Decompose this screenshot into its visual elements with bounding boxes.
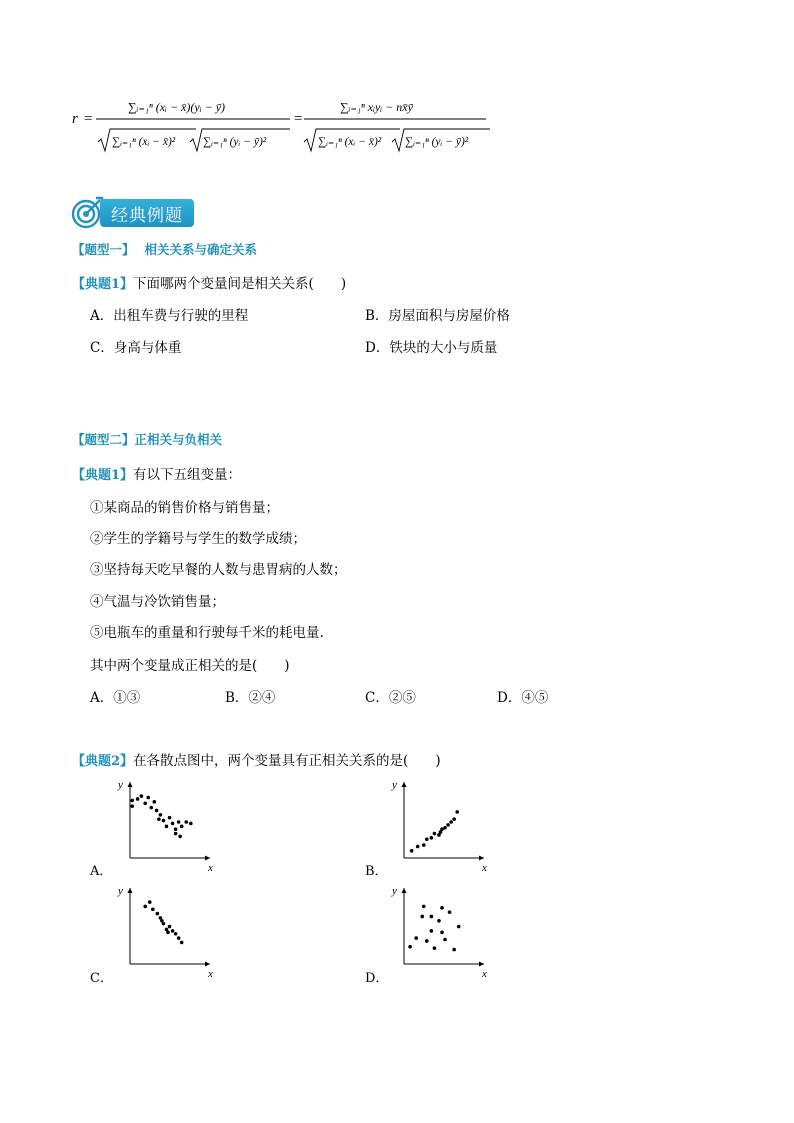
formula-denominator-2b: ∑ᵢ₌₁ⁿ (yᵢ − ȳ)² [405, 136, 469, 148]
scatter-point [174, 827, 178, 831]
scatter-point [168, 925, 172, 929]
scatter-point [171, 822, 175, 826]
scatter-point [136, 797, 140, 801]
type2-item-1: ①某商品的销售价格与销售量； [90, 500, 279, 516]
scatter-point [452, 948, 456, 952]
scatter-point [130, 799, 134, 803]
x-axis-label: x [482, 968, 487, 980]
scatter-point [184, 820, 188, 824]
scatter-point [160, 919, 164, 923]
plot-label-b[interactable]: B． [365, 864, 388, 879]
type1-header-tag: 【题型一】 [72, 242, 135, 257]
scatter-point [416, 845, 420, 849]
scatter-point [433, 946, 437, 950]
scatter-point [455, 810, 459, 814]
type2-q2-text: 在各散点图中，两个变量具有正相关关系的是( ) [133, 753, 441, 769]
scatter-point [425, 939, 429, 943]
scatter-point [440, 931, 444, 935]
scatter-point [430, 915, 434, 919]
scatter-point [430, 836, 434, 840]
scatter-point [174, 932, 178, 936]
formula-denominator-2a: ∑ᵢ₌₁ⁿ (xᵢ − x̄)² [318, 136, 382, 148]
y-axis-arrow [128, 888, 133, 893]
scatter-point [177, 936, 181, 940]
scatter-point [410, 849, 414, 853]
scatter-plot-a [112, 774, 222, 874]
y-axis-arrow [128, 782, 133, 787]
formula-denominator-1b: ∑ᵢ₌₁ⁿ (yᵢ − ȳ)² [203, 136, 267, 148]
scatter-point [443, 938, 447, 942]
type1-header-title: 相关关系与确定关系 [144, 242, 258, 257]
type2-q1-option-d[interactable]: D．④⑤ [497, 690, 549, 706]
type1-question-text: 下面哪两个变量间是相关关系( ) [133, 276, 347, 292]
type2-q1-option-b[interactable]: B．②④ [225, 690, 276, 706]
correlation-formula [72, 92, 502, 162]
scatter-point [422, 905, 426, 909]
scatter-point [130, 804, 134, 808]
formula-lhs: r [72, 111, 78, 127]
scatter-point [174, 832, 178, 836]
type1-question-tag: 【典题1】 [72, 277, 134, 292]
scatter-point [422, 843, 426, 847]
plot-label-a[interactable]: A． [90, 864, 113, 879]
type2-item-5: ⑤电瓶车的重量和行驶每千米的耗电量. [90, 625, 324, 641]
plot-label-c[interactable]: C． [90, 971, 113, 986]
type2-item-4: ④气温与冷饮销售量； [90, 594, 225, 610]
scatter-point [457, 925, 461, 929]
type1-option-c[interactable]: C．身高与体重 [90, 340, 182, 356]
scatter-point [178, 835, 182, 839]
formula-denominator-1a: ∑ᵢ₌₁ⁿ (xᵢ − x̄)² [112, 136, 176, 148]
scatter-point [180, 941, 184, 945]
scatter-point [153, 800, 157, 804]
formula-numerator-2: ∑ᵢ₌₁ⁿ xᵢyᵢ − nx̄ȳ [340, 100, 413, 114]
x-axis-arrow [205, 856, 210, 861]
type1-question [72, 272, 346, 292]
scatter-point [168, 816, 172, 820]
y-axis-label: y [392, 885, 397, 897]
scatter-point [140, 794, 144, 798]
type1-option-b[interactable]: B．房屋面积与房屋价格 [365, 308, 510, 324]
type2-item-3: ③坚持每天吃早餐的人数与患胃病的人数； [90, 562, 347, 578]
scatter-point [166, 931, 170, 935]
x-axis-arrow [479, 962, 484, 967]
y-axis-label: y [118, 885, 123, 897]
type1-option-d[interactable]: D．铁块的大小与质量 [365, 340, 498, 356]
scatter-point [446, 823, 450, 827]
scatter-point [162, 819, 166, 823]
x-axis-arrow [205, 962, 210, 967]
type2-q1-prompt: 其中两个变量成正相关的是( ) [90, 658, 290, 674]
y-axis-arrow [402, 782, 407, 787]
plot-label-d[interactable]: D． [365, 971, 389, 986]
scatter-point [448, 910, 452, 914]
scatter-point [149, 806, 153, 810]
scatter-point [443, 826, 447, 830]
type2-item-2: ②学生的学籍号与学生的数学成绩； [90, 531, 306, 547]
scatter-point [433, 832, 437, 836]
scatter-point [449, 820, 453, 824]
scatter-point [143, 801, 147, 805]
type2-header-tag: 【题型二】 [72, 432, 135, 447]
scatter-point [156, 912, 160, 916]
scatter-point [157, 817, 161, 821]
type2-q1 [72, 463, 241, 483]
scatter-plot-d [386, 880, 496, 980]
x-axis-label: x [208, 862, 213, 874]
section-badge: 经典例题 [100, 199, 194, 227]
scatter-point [430, 929, 434, 933]
scatter-point [439, 830, 443, 834]
scatter-point [414, 936, 418, 940]
type2-q1-option-a[interactable]: A．①③ [90, 690, 141, 706]
scatter-point [177, 820, 181, 824]
formula-equals-2: = [294, 111, 303, 127]
y-axis-arrow [402, 888, 407, 893]
scatter-point [189, 822, 193, 826]
scatter-point [165, 825, 169, 829]
type2-header-title: 正相关与负相关 [134, 432, 223, 447]
scatter-point [440, 906, 444, 910]
type2-q1-text: 有以下五组变量： [133, 467, 242, 483]
scatter-plot-b [386, 774, 496, 874]
scatter-point [171, 929, 175, 933]
scatter-point [146, 796, 150, 800]
type2-q1-tag: 【典题1】 [72, 468, 134, 483]
scatter-point [420, 915, 424, 919]
scatter-point [180, 825, 184, 829]
type1-header [72, 240, 257, 258]
scatter-point [148, 900, 152, 904]
scatter-point [151, 907, 155, 911]
scatter-point [159, 813, 163, 817]
scatter-point [155, 809, 159, 813]
scatter-point [452, 817, 456, 821]
formula-equals: = [84, 111, 93, 127]
type2-q2-tag: 【典题2】 [72, 754, 134, 769]
y-axis-label: y [392, 779, 397, 791]
type2-header [72, 430, 222, 448]
x-axis-arrow [479, 856, 484, 861]
scatter-point [408, 945, 412, 949]
scatter-point [425, 837, 429, 841]
scatter-point [143, 905, 147, 909]
x-axis-label: x [482, 862, 487, 874]
type2-q1-option-c[interactable]: C．②⑤ [365, 690, 416, 706]
formula-numerator-1: ∑ᵢ₌₁ⁿ (xᵢ − x̄)(yᵢ − ȳ) [128, 100, 226, 114]
scatter-point [437, 919, 441, 923]
y-axis-label: y [118, 779, 123, 791]
scatter-plot-c [112, 880, 222, 980]
type1-option-a[interactable]: A．出租车费与行驶的里程 [90, 308, 249, 324]
x-axis-label: x [208, 968, 213, 980]
type2-q2 [72, 749, 441, 769]
